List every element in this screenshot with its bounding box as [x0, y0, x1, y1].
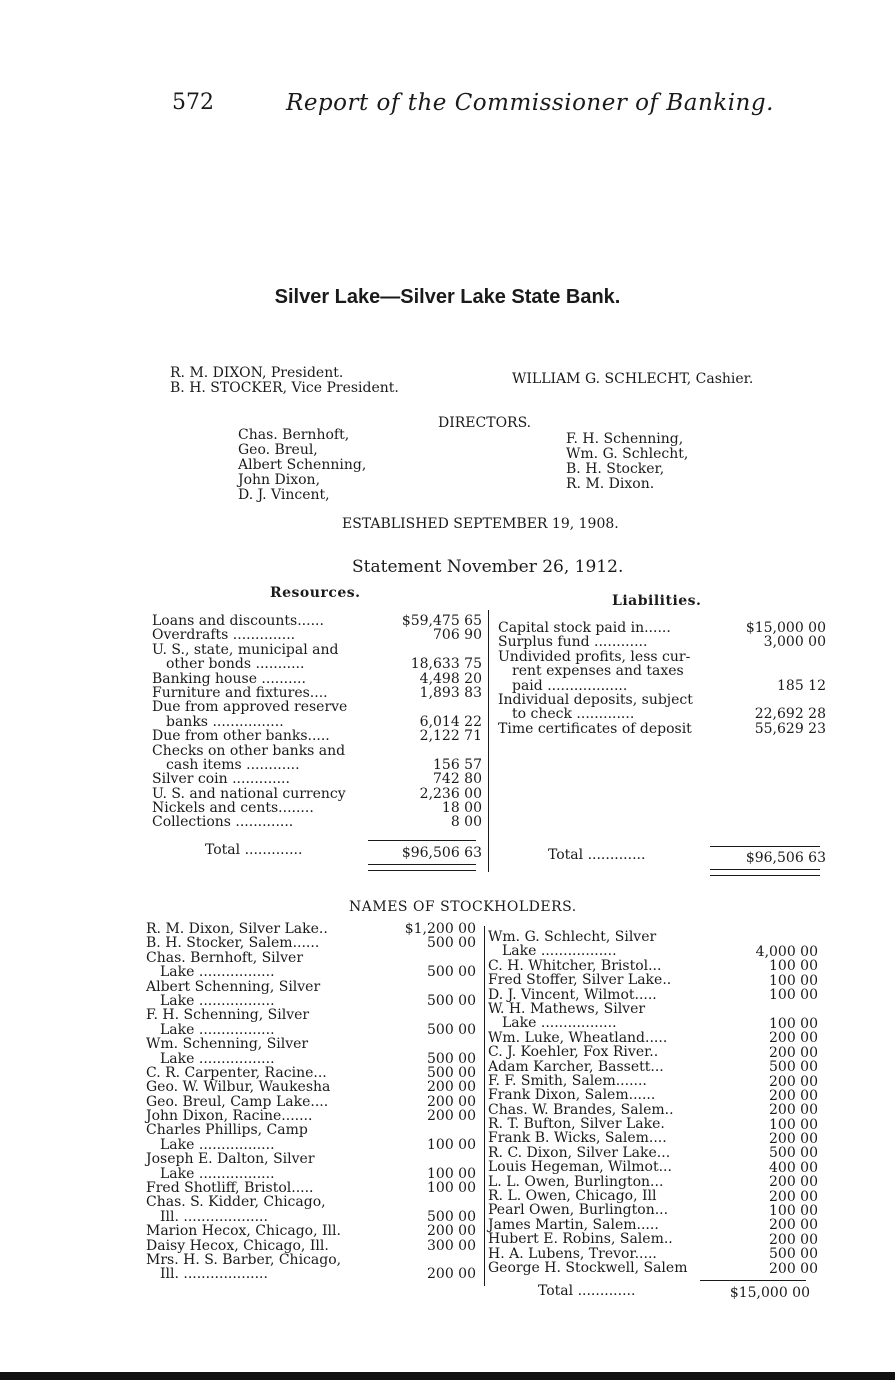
resource-item-amount: 4,498 20 [419, 670, 482, 687]
stockholder-amount: 100 00 [769, 1116, 818, 1133]
stockholder-amount: 100 00 [427, 1136, 476, 1153]
stockholder-label: D. J. Vincent, Wilmot..... [488, 986, 657, 1003]
stockholder-label: F. H. Schenning, Silver [146, 1007, 310, 1024]
statement-title: Statement November 26, 1912. [352, 557, 624, 577]
director-name: Albert Schenning, [238, 457, 367, 473]
stockholder-label: James Martin, Salem..... [488, 1216, 659, 1233]
liabilities-total-rule [710, 846, 820, 847]
resource-item-label: Due from approved reserve [152, 699, 348, 716]
stockholder-label: C. H. Whitcher, Bristol... [488, 957, 662, 974]
resource-item-amount [370, 744, 482, 758]
director-name: R. M. Dixon. [566, 476, 655, 492]
stockholder-label: Fred Shotliff, Bristol..... [146, 1180, 314, 1197]
stockholders-right-amounts [720, 945, 818, 1276]
stockholder-label: Albert Schenning, Silver [146, 978, 321, 995]
liability-item-amount: 185 12 [777, 677, 826, 694]
stockholder-amount: 500 00 [427, 935, 476, 952]
stockholders-column-divider [484, 926, 485, 1286]
stockholder-amount: 300 00 [427, 1237, 476, 1254]
officer-cashier: WILLIAM G. SCHLECHT, Cashier. [512, 371, 754, 387]
liability-item-label: Undivided profits, less cur- [498, 648, 691, 665]
stockholder-amount: 500 00 [427, 964, 476, 981]
directors-right-column [566, 432, 688, 492]
liabilities-total-amount: $96,506 63 [745, 850, 826, 866]
stockholders-total-label: Total ............. [538, 1283, 636, 1299]
stockholder-label: Chas. Bernhoft, Silver [146, 949, 304, 966]
stockholder-label: Louis Hegeman, Wilmot... [488, 1159, 672, 1176]
directors-left-column [238, 428, 366, 503]
directors-heading: DIRECTORS. [438, 415, 532, 431]
director-name: Wm. G. Schlecht, [566, 446, 689, 462]
resource-item-amount: 2,122 71 [419, 728, 482, 745]
liability-item-label: Individual deposits, subject [498, 691, 693, 708]
director-name: F. H. Schenning, [566, 431, 684, 447]
stockholders-left-labels [146, 922, 341, 1282]
stockholder-label: Chas. W. Brandes, Salem.. [488, 1101, 674, 1118]
stockholder-amount: 500 00 [427, 1021, 476, 1038]
stockholder-label: Lake ................. [502, 1015, 617, 1032]
stockholder-amount [378, 951, 476, 965]
stockholders-left-amounts [378, 922, 476, 1282]
resource-item-amount: 156 57 [433, 756, 482, 773]
stockholder-label: R. L. Owen, Chicago, Ill [488, 1188, 657, 1205]
stockholders-heading: NAMES OF STOCKHOLDERS. [349, 899, 577, 915]
resource-item-amount [370, 643, 482, 657]
stockholder-label: Wm. G. Schlecht, Silver [488, 929, 657, 945]
liability-item-amount [712, 650, 826, 664]
stockholder-amount [378, 1195, 476, 1209]
liability-item-label: rent expenses and taxes [512, 663, 684, 680]
stockholder-amount: 200 00 [769, 1174, 818, 1191]
stockholder-amount: 200 00 [769, 1217, 818, 1234]
stockholder-amount: 100 00 [769, 1015, 818, 1032]
stockholder-amount: $1,200 00 [404, 921, 476, 937]
resource-item-amount: 8 00 [450, 814, 482, 831]
resource-item-amount: 6,014 22 [419, 713, 482, 730]
page-number: 572 [172, 90, 214, 115]
stockholder-amount: 200 00 [427, 1223, 476, 1240]
stockholder-label: R. T. Bufton, Silver Lake. [488, 1116, 665, 1133]
resources-double-rule [368, 864, 476, 871]
statement-column-divider [488, 610, 489, 872]
officer-vice-president: B. H. STOCKER, Vice President. [170, 380, 399, 396]
liability-item-label: paid .................. [512, 677, 628, 694]
stockholder-label: Geo. W. Wilbur, Waukesha [146, 1079, 331, 1096]
stockholder-label: Geo. Breul, Camp Lake.... [146, 1093, 329, 1110]
stockholder-label: Ill. ................... [160, 1208, 268, 1225]
stockholder-label: Wm. Schenning, Silver [146, 1036, 309, 1053]
stockholder-amount [720, 1003, 818, 1017]
stockholder-label: Joseph E. Dalton, Silver [146, 1151, 315, 1168]
stockholder-label: Wm. Luke, Wheatland..... [488, 1029, 668, 1046]
liabilities-total-label: Total ............. [548, 847, 646, 863]
stockholder-amount: 200 00 [769, 1260, 818, 1277]
resource-item-label: Checks on other banks and [152, 742, 346, 759]
stockholder-amount: 100 00 [769, 972, 818, 989]
resource-item-label: Overdrafts .............. [152, 627, 296, 644]
liability-item-amount: 22,692 28 [754, 706, 826, 723]
stockholder-label: R. C. Dixon, Silver Lake... [488, 1144, 671, 1161]
stockholder-label: Frank B. Wicks, Salem.... [488, 1130, 667, 1147]
stockholder-amount: 500 00 [427, 992, 476, 1009]
resources-total-amount: $96,506 63 [401, 845, 482, 861]
liability-item-amount [712, 693, 826, 707]
stockholder-label: Mrs. H. S. Barber, Chicago, [146, 1251, 342, 1268]
stockholder-amount: 500 00 [769, 1145, 818, 1162]
resource-item-label: U. S. and national currency [152, 785, 346, 802]
stockholder-amount: 200 00 [769, 1102, 818, 1119]
stockholder-label: Lake ................. [160, 992, 275, 1009]
stockholder-label: Lake ................. [160, 1021, 275, 1038]
resource-item-label: U. S., state, municipal and [152, 641, 339, 658]
stockholder-label: B. H. Stocker, Salem...... [146, 935, 320, 952]
stockholder-amount: 100 00 [769, 958, 818, 975]
resource-item-label: Collections ............. [152, 814, 294, 831]
stockholder-amount: 200 00 [427, 1093, 476, 1110]
resource-item-label: Furniture and fixtures.... [152, 684, 328, 701]
stockholder-amount: 500 00 [769, 1246, 818, 1263]
stockholder-amount: 100 00 [769, 987, 818, 1004]
stockholder-amount: 500 00 [427, 1050, 476, 1067]
stockholder-label: C. J. Koehler, Fox River.. [488, 1044, 659, 1061]
stockholder-amount: 500 00 [427, 1064, 476, 1081]
stockholder-label: Ill. ................... [160, 1266, 268, 1283]
liabilities-labels [498, 621, 693, 736]
stockholder-amount: 500 00 [769, 1059, 818, 1076]
director-name: Chas. Bernhoft, [238, 427, 350, 443]
stockholder-amount: 200 00 [769, 1030, 818, 1047]
stockholder-label: C. R. Carpenter, Racine... [146, 1064, 327, 1081]
stockholder-amount: 200 00 [427, 1108, 476, 1125]
liability-item-amount [712, 664, 826, 678]
resource-item-label: banks ................ [166, 713, 284, 730]
stockholder-label: Hubert E. Robins, Salem.. [488, 1231, 673, 1248]
stockholder-label: John Dixon, Racine....... [146, 1108, 313, 1125]
resource-item-label: Loans and discounts...... [152, 613, 324, 629]
stockholder-label: Adam Karcher, Bassett... [488, 1058, 664, 1075]
stockholders-total-rule [700, 1280, 806, 1281]
director-name: B. H. Stocker, [566, 461, 665, 477]
stockholder-amount [378, 1008, 476, 1022]
liability-item-amount: 55,629 23 [754, 720, 826, 737]
resource-item-amount: 742 80 [433, 771, 482, 788]
director-name: John Dixon, [238, 472, 321, 488]
resources-amounts [370, 614, 482, 830]
stockholder-label: George H. Stockwell, Salem [488, 1259, 688, 1276]
resource-item-label: Banking house .......... [152, 670, 306, 687]
resource-item-amount: 2,236 00 [419, 785, 482, 802]
stockholder-amount: 200 00 [427, 1266, 476, 1283]
director-name: Geo. Breul, [238, 442, 318, 458]
resources-labels [152, 614, 347, 830]
stockholder-label: Lake ................. [160, 1136, 275, 1153]
stockholder-amount: 100 00 [427, 1165, 476, 1182]
resource-item-amount [370, 700, 482, 714]
director-name: D. J. Vincent, [238, 487, 330, 503]
resource-item-label: other bonds ........... [166, 656, 305, 673]
stockholder-label: Lake ................. [160, 1165, 275, 1182]
resources-total-rule [368, 840, 476, 841]
stockholders-total-amount: $15,000 00 [729, 1285, 810, 1301]
resource-item-amount: $59,475 65 [401, 613, 482, 629]
liabilities-amounts [712, 621, 826, 736]
stockholder-label: Chas. S. Kidder, Chicago, [146, 1194, 326, 1211]
liability-item-label: to check ............. [512, 706, 635, 723]
liability-item-label: Surplus fund ............ [498, 634, 648, 651]
stockholder-amount [378, 1037, 476, 1051]
stockholder-amount: 200 00 [769, 1231, 818, 1248]
stockholder-amount [378, 1152, 476, 1166]
stockholder-label: H. A. Lubens, Trevor..... [488, 1245, 657, 1262]
resources-heading: Resources. [270, 585, 361, 601]
stockholder-label: W. H. Mathews, Silver [488, 1000, 646, 1017]
stockholder-label: L. L. Owen, Burlington... [488, 1173, 664, 1190]
resource-item-amount: 18 00 [441, 800, 482, 817]
stockholders-right-labels [488, 930, 687, 1275]
stockholder-label: Fred Stoffer, Silver Lake.. [488, 972, 672, 989]
liability-item-amount: 3,000 00 [763, 634, 826, 651]
stockholder-amount: 200 00 [427, 1079, 476, 1096]
scan-edge [0, 1372, 895, 1380]
running-header: Report of the Commissioner of Banking. [286, 90, 774, 116]
stockholder-label: R. M. Dixon, Silver Lake.. [146, 921, 328, 937]
resource-item-amount: 18,633 75 [410, 656, 482, 673]
liabilities-double-rule [710, 869, 820, 876]
stockholder-label: Lake ................. [160, 964, 275, 981]
stockholder-amount: 200 00 [769, 1188, 818, 1205]
stockholder-amount: 100 00 [769, 1203, 818, 1220]
stockholder-amount [378, 980, 476, 994]
stockholder-amount: 4,000 00 [755, 944, 818, 960]
stockholder-label: Charles Phillips, Camp [146, 1122, 308, 1139]
stockholder-amount: 500 00 [427, 1208, 476, 1225]
stockholder-amount [378, 1253, 476, 1267]
liability-item-label: Capital stock paid in...... [498, 620, 671, 636]
stockholder-amount [378, 1123, 476, 1137]
bank-title: Silver Lake—Silver Lake State Bank. [274, 286, 621, 308]
liability-item-amount: $15,000 00 [745, 620, 826, 636]
resources-total-label: Total ............. [205, 842, 303, 858]
stockholder-amount: 200 00 [769, 1044, 818, 1061]
stockholder-label: Pearl Owen, Burlington... [488, 1202, 669, 1219]
stockholder-amount: 400 00 [769, 1159, 818, 1176]
stockholder-label: Marion Hecox, Chicago, Ill. [146, 1223, 341, 1240]
stockholder-label: Frank Dixon, Salem...... [488, 1087, 656, 1104]
resource-item-amount: 1,893 83 [419, 684, 482, 701]
stockholder-label: Lake ................. [502, 943, 617, 960]
liability-item-label: Time certificates of deposit [498, 720, 692, 737]
resource-item-amount: 706 90 [433, 627, 482, 644]
stockholder-amount: 100 00 [427, 1180, 476, 1197]
stockholder-label: Lake ................. [160, 1050, 275, 1067]
stockholder-label: F. F. Smith, Salem....... [488, 1072, 647, 1089]
stockholder-amount: 200 00 [769, 1087, 818, 1104]
stockholder-amount: 200 00 [769, 1073, 818, 1090]
stockholder-label: Daisy Hecox, Chicago, Ill. [146, 1237, 329, 1254]
officer-president: R. M. DIXON, President. [170, 365, 344, 381]
resource-item-label: Due from other banks..... [152, 728, 330, 745]
resource-item-label: Nickels and cents........ [152, 800, 314, 817]
resource-item-label: cash items ............ [166, 756, 300, 773]
liabilities-heading: Liabilities. [612, 593, 702, 609]
stockholder-amount: 200 00 [769, 1131, 818, 1148]
established-date: ESTABLISHED SEPTEMBER 19, 1908. [342, 516, 619, 532]
resource-item-label: Silver coin ............. [152, 771, 290, 788]
